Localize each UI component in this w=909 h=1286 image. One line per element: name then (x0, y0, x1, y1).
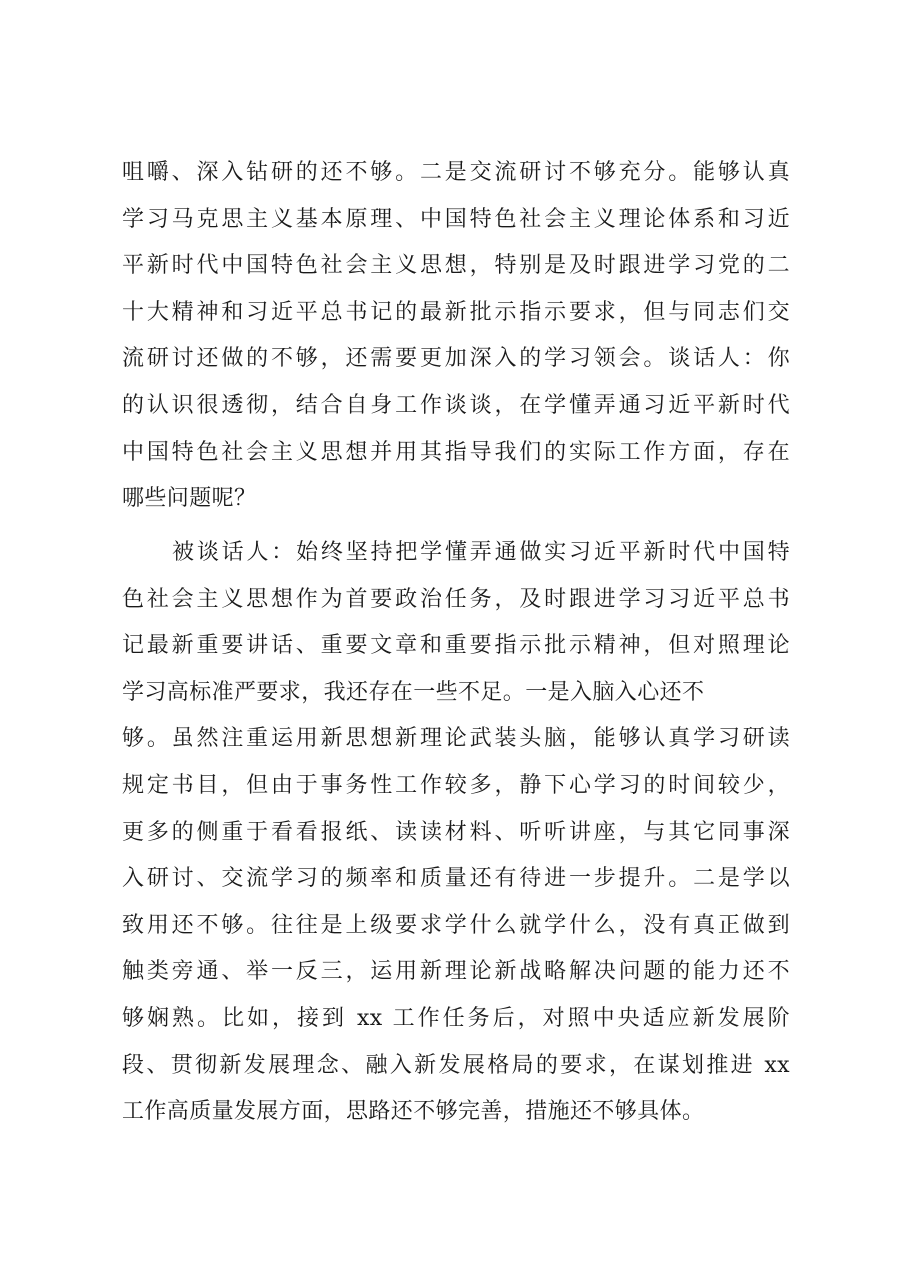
text-line: 触类旁通、举一反三，运用新理论新战略解决问题的能力还不 (122, 959, 790, 985)
text-line: 被谈话人：始终坚持把学懂弄通做实习近平新时代中国特 (172, 540, 790, 565)
text-line: 流研讨还做的不够，还需要更加深入的学习领会。谈话人：你 (122, 346, 790, 372)
text-line: 色社会主义思想作为首要政治任务，及时跟进学习习近平总书 (122, 586, 790, 612)
text-line: 咀嚼、深入钻研的还不够。二是交流研讨不够充分。能够认真 (122, 160, 790, 185)
text-line: 学习马克思主义基本原理、中国特色社会主义理论体系和习近 (122, 206, 790, 232)
text-line: 够娴熟。比如，接到 xx 工作任务后，对照中央适应新发展阶 (122, 1005, 790, 1031)
text-line: 中国特色社会主义思想并用其指导我们的实际工作方面，存在 (122, 439, 790, 465)
text-line: 致用还不够。往往是上级要求学什么就学什么，没有真正做到 (122, 912, 790, 938)
text-line: 段、贯彻新发展理念、融入新发展格局的要求，在谋划推进 xx (122, 1052, 790, 1078)
text-line: 平新时代中国特色社会主义思想，特别是及时跟进学习党的二 (122, 253, 790, 279)
text-line: 工作高质量发展方面，思路还不够完善，措施还不够具体。 (122, 1099, 705, 1125)
text-line: 哪些问题呢？ (122, 486, 257, 512)
text-line: 更多的侧重于看看报纸、读读材料、听听讲座，与其它同事深 (122, 819, 790, 845)
text-line: 的认识很透彻，结合自身工作谈谈，在学懂弄通习近平新时代 (122, 392, 790, 418)
text-line: 够。虽然注重运用新思想新理论武装头脑，能够认真学习研读 (122, 726, 790, 752)
paragraph-2 (122, 530, 790, 1136)
text-line: 学习高标准严要求，我还存在一些不足。一是入脑入心还不 (122, 679, 705, 705)
text-line: 十大精神和习近平总书记的最新批示指示要求，但与同志们交 (122, 299, 790, 325)
text-line: 入研讨、交流学习的频率和质量还有待进一步提升。二是学以 (122, 866, 790, 892)
paragraph-1 (122, 150, 790, 523)
text-line: 规定书目，但由于事务性工作较多，静下心学习的时间较少， (122, 772, 790, 798)
text-line: 记最新重要讲话、重要文章和重要指示批示精神，但对照理论 (122, 633, 790, 659)
